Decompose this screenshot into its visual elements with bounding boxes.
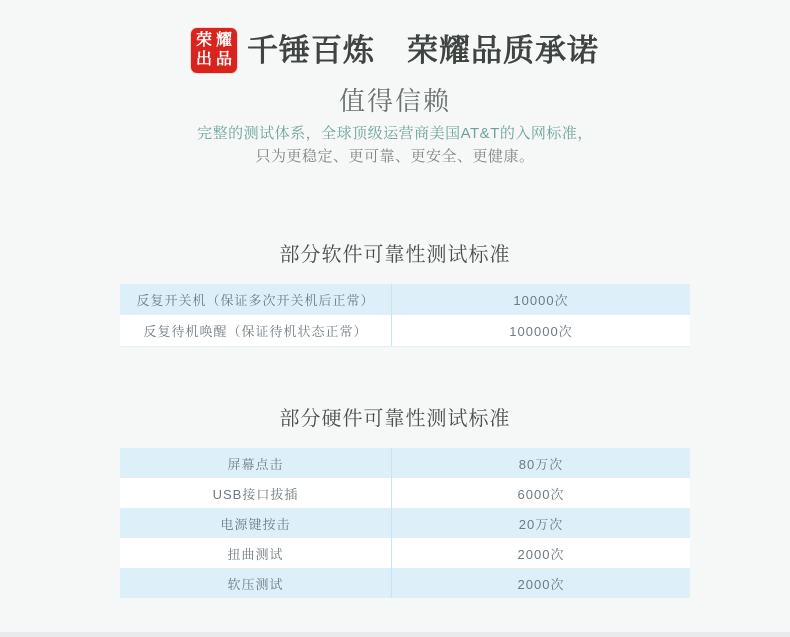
seal-char: 荣 [195,31,212,49]
test-item-label: 扭曲测试 [120,538,392,568]
page-title: 千锤百炼 荣耀品质承诺 [247,32,599,68]
seal-char: 品 [215,51,232,69]
test-item-value: 2000次 [517,576,565,592]
test-item-label: 屏幕点击 [120,448,392,478]
table-row [120,568,690,598]
table-row [120,284,690,315]
test-item-value: 10000次 [513,293,569,308]
table-row [120,538,690,568]
test-item-label: 反复开关机（保证多次开关机后正常） [120,284,392,315]
test-item-label: 反复待机唤醒（保证待机状态正常） [120,315,392,346]
test-item-value: 2000次 [517,546,565,562]
test-item-value: 20万次 [518,516,564,532]
page-subtitle: 值得信赖 [338,86,451,116]
table-row [120,448,690,478]
test-item-value: 6000次 [517,486,565,502]
hardware-test-section [0,407,790,598]
seal-char: 出 [195,51,212,69]
table-row [120,508,690,538]
software-section-title: 部分软件可靠性测试标准 [279,244,511,266]
description-line-2: 只为更稳定、更可靠、更安全、更健康。 [255,148,535,165]
test-item-value: 100000次 [509,324,573,339]
title-row [0,0,790,73]
section-divider [0,632,790,637]
table-row [120,315,690,346]
hardware-section-title: 部分硬件可靠性测试标准 [279,408,511,430]
test-item-label: 软压测试 [120,568,392,598]
table-row [120,478,690,508]
hardware-test-table [120,448,690,598]
description-line-1: 完整的测试体系，全球顶级运营商美国AT&T的入网标准， [197,125,593,142]
test-item-label: 电源键按击 [120,508,392,538]
test-item-label: USB接口拔插 [120,478,392,508]
software-test-table [120,284,690,347]
page-header [0,0,790,168]
test-item-value: 80万次 [518,456,564,472]
seal-char: 耀 [215,31,232,49]
software-test-section [0,243,790,347]
honor-seal-logo [191,28,237,73]
